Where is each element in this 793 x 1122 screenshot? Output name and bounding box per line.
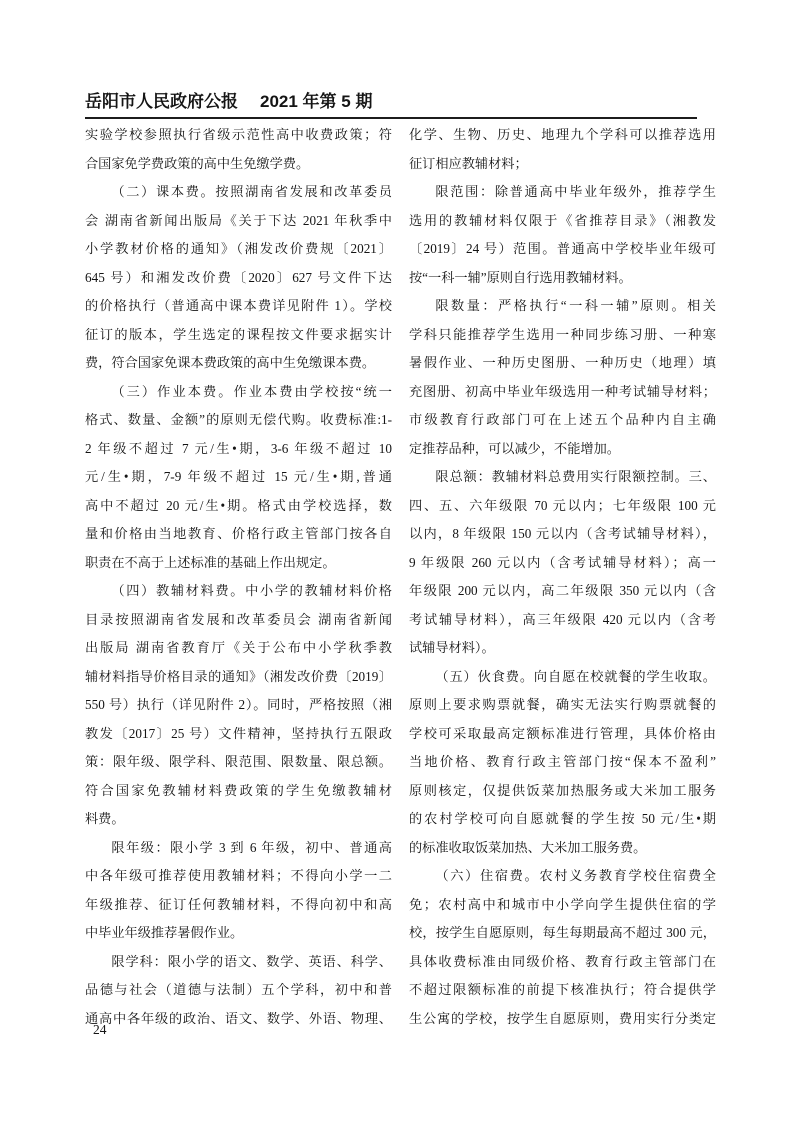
text-line: 年级推荐、征订任何教辅材料，不得向初中和高 [85, 896, 392, 912]
text-line: 2 年级不超过 7 元/生•期，3-6 年级不超过 10 [85, 440, 392, 456]
text-line: 格式、数量、金额”的原则无偿代购。收费标准:1- [85, 412, 392, 427]
text-line: 目录按照湖南省发展和改革委员会 湖南省新闻 [85, 611, 392, 627]
text-line: 暑假作业、一种历史图册、一种历史（地理）填 [409, 355, 716, 370]
text-line: 学科只能推荐学生选用一种同步练习册、一种寒 [409, 326, 716, 342]
text-line: 教发〔2017〕25 号）文件精神，坚持执行五限政 [85, 725, 392, 741]
left-column [85, 121, 392, 1033]
text-line: 不超过限额标准的前提下核准执行；符合提供学 [409, 982, 716, 997]
issue-number: 2021 年第 5 期 [260, 92, 373, 111]
text-line: 合国家免学费政策的高中生免缴学费。 [85, 155, 310, 171]
text-line: 的价格执行（普通高中课本费详见附件 1）。学校 [85, 298, 392, 313]
text-line: 征订的版本，学生选定的课程按文件要求据实计 [85, 326, 392, 342]
text-line: 充图册、初高中毕业年级选用一种考试辅导材料； [409, 383, 716, 399]
text-line: 中毕业年级推荐暑假作业。 [85, 925, 244, 940]
text-line: 学校可采取最高定额标准进行管理，具体价格由 [409, 725, 716, 741]
text-line: 具体收费标准由同级价格、教育行政主管部门在 [409, 953, 716, 969]
text-line: 年级限 200 元以内，高二年级限 350 元以内（含 [409, 583, 716, 598]
text-line: 通高中各年级的政治、语文、数学、外语、物理、 [85, 1010, 392, 1026]
text-line: 校，按学生自愿原则，每生每期最高不超过 300 元， [409, 925, 716, 940]
text-line: 限学科：限小学的语文、数学、英语、科学、 [111, 953, 392, 969]
text-line: 中各年级可推荐使用教辅材料；不得向小学一二 [85, 868, 392, 883]
text-line: 原则核定，仅提供饭菜加热服务或大米加工服务 [409, 782, 716, 798]
text-line: 策：限年级、限学科、限范围、限数量、限总额。 [85, 754, 392, 769]
text-line: 限总额：教辅材料总费用实行限额控制。三、 [435, 469, 716, 484]
text-line: 符合国家免教辅材料费政策的学生免缴教辅材 [85, 782, 392, 798]
text-line: 当地价格、教育行政主管部门按“保本不盈利” [409, 754, 716, 769]
text-line: 的农村学校可向自愿就餐的学生按 50 元/生•期 [409, 811, 716, 826]
text-line: 按“一科一辅”原则自行选用教辅材料。 [409, 269, 632, 285]
text-line: 征订相应教辅材料； [409, 155, 528, 171]
text-line: 限年级：限小学 3 到 6 年级，初中、普通高 [111, 839, 392, 855]
text-line: 试辅导材料）。 [409, 640, 495, 655]
text-line: 〔2019〕24 号）范围。普通高中学校毕业年级可 [409, 241, 716, 256]
text-line: 料费。 [85, 811, 125, 826]
text-line: 以内，8 年级限 150 元以内（含考试辅导材料）， [409, 526, 716, 541]
gazette-title: 岳阳市人民政府公报 [85, 92, 238, 111]
text-line: （二）课本费。按照湖南省发展和改革委员 [111, 184, 392, 199]
text-line: 市级教育行政部门可在上述五个品种内自主确 [409, 412, 716, 427]
body-columns [85, 121, 716, 1033]
text-line: 选用的教辅材料仅限于《省推荐目录》（湘教发 [409, 212, 716, 228]
text-line: 实验学校参照执行省级示范性高中收费政策；符 [85, 127, 392, 142]
text-line: 生公寓的学校，按学生自愿原则，费用实行分类定 [409, 1010, 716, 1026]
text-line: （六）住宿费。农村义务教育学校住宿费全 [435, 868, 716, 883]
text-line: 定推荐品种，可以减少，不能增加。 [409, 440, 620, 456]
text-line: 550 号）执行（详见附件 2）。同时，严格按照（湘 [85, 697, 392, 712]
text-line: 量和价格由当地教育、价格行政主管部门按各自 [85, 526, 392, 541]
text-line: 的标准收取饭菜加热、大米加工服务费。 [409, 839, 647, 855]
page-number: 24 [93, 1022, 107, 1037]
text-line: 考试辅导材料），高三年级限 420 元以内（含考 [409, 611, 716, 627]
text-line: 645 号）和湘发改价费〔2020〕627 号文件下达 [85, 269, 392, 285]
text-line: 小学教材价格的通知》（湘发改价费规〔2021〕 [85, 241, 392, 256]
right-column [409, 121, 716, 1033]
masthead [85, 92, 697, 119]
text-line: （三）作业本费。作业本费由学校按“统一 [111, 383, 392, 399]
text-line: 限范围：除普通高中毕业年级外，推荐学生 [435, 184, 716, 199]
text-line: 职责在不高于上述标准的基础上作出规定。 [85, 554, 336, 570]
text-line: 限数量：严格执行“一科一辅”原则。相关 [435, 298, 716, 313]
text-line: 免；农村高中和城市中小学向学生提供住宿的学 [409, 896, 716, 912]
text-line: 原则上要求购票就餐，确实无法实行购票就餐的 [409, 697, 716, 712]
text-line: 四、五、六年级限 70 元以内；七年级限 100 元 [409, 497, 716, 513]
text-line: 辅材料指导价格目录的通知》（湘发改价费〔2019〕 [85, 668, 392, 684]
text-line: 化学、生物、历史、地理九个学科可以推荐选用 [409, 127, 716, 142]
text-line: 元/生•期，7-9 年级不超过 15 元/生•期,普通 [85, 469, 392, 484]
text-line: 会 湖南省新闻出版局《关于下达 2021 年秋季中 [85, 212, 392, 228]
text-line: 费，符合国家免课本费政策的高中生免缴课本费。 [85, 355, 376, 370]
text-line: 9 年级限 260 元以内（含考试辅导材料）；高一 [409, 554, 716, 570]
text-line: 出版局 湖南省教育厅《关于公布中小学秋季教 [85, 640, 392, 655]
text-line: （四）教辅材料费。中小学的教辅材料价格 [111, 583, 392, 598]
text-line: （五）伙食费。向自愿在校就餐的学生收取。 [435, 668, 716, 684]
text-line: 高中不超过 20 元/生•期。格式由学校选择，数 [85, 497, 392, 513]
text-line: 品德与社会（道德与法制）五个学科，初中和普 [85, 982, 392, 997]
